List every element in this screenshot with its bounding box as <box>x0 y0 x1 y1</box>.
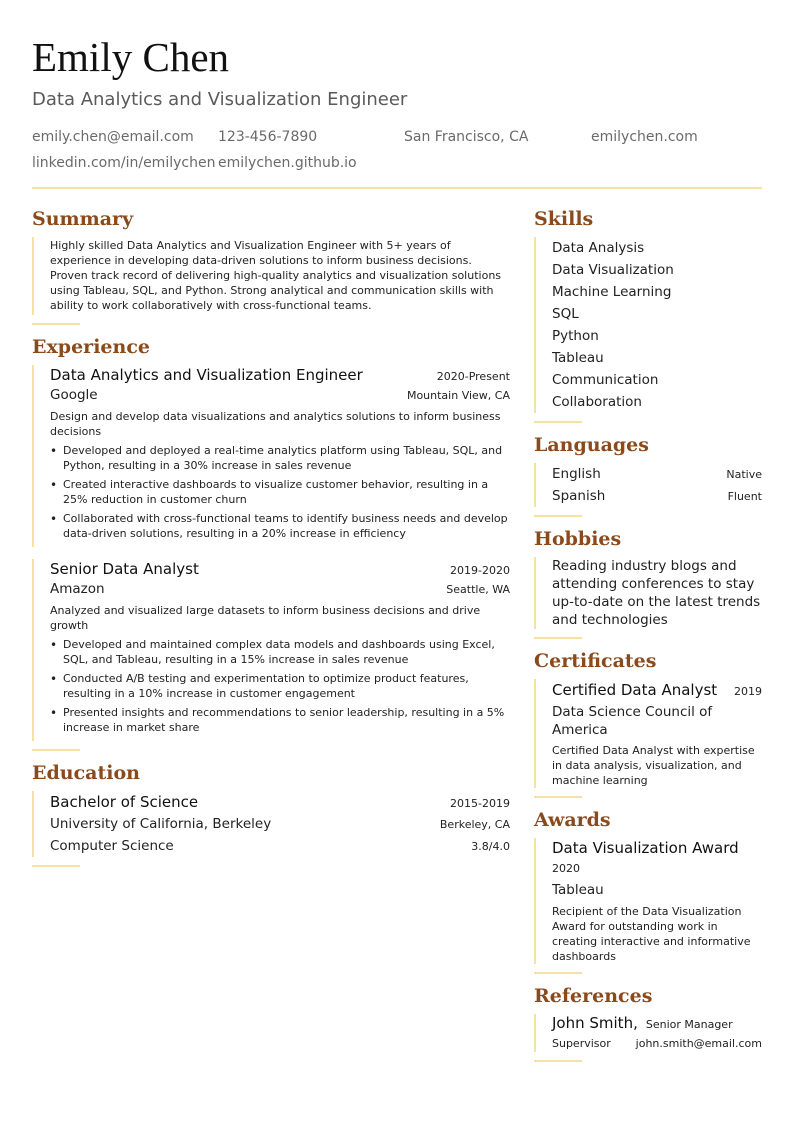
skills-section <box>534 207 762 423</box>
job-description: Design and develop data visualizations and analytics solutions to inform business decisions <box>50 410 501 438</box>
reference-email[interactable]: john.smith@email.com <box>635 1037 762 1050</box>
education-school: University of California, Berkeley <box>50 816 272 832</box>
certificate-year: 2019 <box>734 685 762 698</box>
award-issuer: Tableau <box>552 882 604 898</box>
section-end-rule <box>534 637 582 639</box>
skill-item: Collaboration <box>552 394 642 410</box>
side-column <box>534 207 762 1072</box>
section-end-rule <box>534 972 582 974</box>
certificates-heading: Certificates <box>534 650 657 672</box>
skill-item: Machine Learning <box>552 284 672 300</box>
job-entry <box>32 559 510 741</box>
section-end-rule <box>534 515 582 517</box>
summary-heading: Summary <box>32 208 134 230</box>
skill-item: SQL <box>552 306 579 322</box>
job-achievements <box>50 637 510 735</box>
achievement-item: • Presented insights and recommendations to senior leadership, resulting in a 5% increase in market share <box>50 705 510 735</box>
achievement-item: • Developed and deployed a real-time analytics platform using Tableau, SQL, and Python, resulting in a 30% increase in sales revenue <box>50 443 510 473</box>
achievement-item: • Collaborated with cross-functional teams to identify business needs and develop data-driven solutions, resulting in a 20% increase in efficiency <box>50 511 510 541</box>
award-name: Data Visualization Award <box>552 839 739 857</box>
education-gpa: 3.8/4.0 <box>471 840 510 853</box>
job-title: Senior Data Analyst <box>50 560 199 578</box>
skill-item: Python <box>552 328 599 344</box>
job-company: Amazon <box>50 581 105 597</box>
job-achievements <box>50 443 510 541</box>
job-header <box>50 365 510 385</box>
education-degree: Bachelor of Science <box>50 793 199 811</box>
skill-item: Tableau <box>552 350 604 366</box>
language-name: Spanish <box>552 488 606 504</box>
job-location: Mountain View, CA <box>406 389 510 402</box>
contact-location: San Francisco, CA <box>404 129 529 145</box>
contact-phone[interactable]: 123-456-7890 <box>218 129 318 145</box>
achievement-item: • Developed and maintained complex data models and dashboards using Excel, SQL, and Tableau, resulting in a 15% increase in sales revenue <box>50 637 510 667</box>
section-end-rule <box>32 865 80 867</box>
hobbies-heading: Hobbies <box>534 528 622 550</box>
summary-block <box>32 237 510 315</box>
hobby-text: Reading industry blogs and attending conferences to stay up-to-date on the latest trends and technologies <box>552 558 761 628</box>
job-company: Google <box>50 387 98 403</box>
achievement-item: • Conducted A/B testing and experimentation to optimize product features, resulting in a 10% increase in customer engagement <box>50 671 510 701</box>
job-entry <box>32 365 510 547</box>
references-section <box>534 984 762 1062</box>
contact-github[interactable]: emilychen.github.io <box>218 155 357 171</box>
certificates-section <box>534 649 762 798</box>
job-header <box>50 559 510 579</box>
certificate-description: Certified Data Analyst with expertise in data analysis, visualization, and machine learning <box>552 744 755 787</box>
main-column <box>32 207 510 877</box>
job-title: Data Analytics and Visualization Engineer <box>50 366 363 384</box>
job-company-row <box>50 385 510 405</box>
education-field: Computer Science <box>50 838 174 854</box>
skill-item: Communication <box>552 372 659 388</box>
education-heading: Education <box>32 762 140 784</box>
references-heading: References <box>534 985 653 1007</box>
job-location: Seattle, WA <box>446 583 510 596</box>
section-end-rule <box>534 421 582 423</box>
languages-list <box>534 463 762 507</box>
languages-heading: Languages <box>534 434 649 456</box>
certificate-header <box>552 679 762 701</box>
contact-info <box>32 129 762 173</box>
language-level: Fluent <box>727 490 762 503</box>
languages-section <box>534 433 762 517</box>
skills-heading: Skills <box>534 208 594 230</box>
job-company-row <box>50 579 510 599</box>
language-level: Native <box>726 468 762 481</box>
awards-section <box>534 808 762 974</box>
certificate-entry <box>534 679 762 788</box>
reference-name: John Smith, <box>552 1014 638 1032</box>
hobbies-block <box>534 557 762 629</box>
section-end-rule <box>534 1060 582 1062</box>
job-dates: 2020-Present <box>436 370 510 383</box>
contact-linkedin[interactable]: linkedin.com/in/emilychen <box>32 155 216 171</box>
candidate-role: Data Analytics and Visualization Engineer <box>32 89 408 110</box>
candidate-name: Emily Chen <box>32 34 230 80</box>
resume-header <box>32 34 762 111</box>
experience-heading: Experience <box>32 336 150 358</box>
language-name: English <box>552 466 601 482</box>
education-school-row <box>50 813 510 835</box>
summary-text: Highly skilled Data Analytics and Visualization Engineer with 5+ years of experience in developing data-driven solutions to inform business decisions. Proven track record of delivering high-quality analytics and visualization solutions using Tableau, SQL, and Python. Strong analytical and communication skills with ability to work collaboratively with cross-functional teams. <box>50 239 502 312</box>
reference-position: Senior Manager <box>645 1018 733 1031</box>
header-divider <box>32 187 762 189</box>
skill-item: Data Visualization <box>552 262 674 278</box>
skill-item: Data Analysis <box>552 240 645 256</box>
certificate-issuer: Data Science Council of America <box>552 704 713 738</box>
contact-email[interactable]: emily.chen@email.com <box>32 129 194 145</box>
experience-section <box>32 335 510 751</box>
reference-details <box>552 1036 762 1052</box>
reference-entry <box>534 1014 762 1052</box>
hobbies-section <box>534 527 762 639</box>
certificate-name: Certified Data Analyst <box>552 681 718 699</box>
contact-website[interactable]: emilychen.com <box>591 129 698 145</box>
job-description: Analyzed and visualized large datasets to inform business decisions and drive growth <box>50 604 481 632</box>
education-section <box>32 761 510 867</box>
section-end-rule <box>534 796 582 798</box>
award-entry <box>534 838 762 964</box>
reference-role: Supervisor <box>552 1037 611 1050</box>
award-year: 2020 <box>552 862 580 875</box>
language-item <box>552 463 762 485</box>
education-entry <box>32 791 510 857</box>
education-field-row <box>50 835 510 857</box>
education-header <box>50 791 510 813</box>
award-description: Recipient of the Data Visualization Award for outstanding work in creating interactive and informative dashboards <box>552 905 751 963</box>
job-dates: 2019-2020 <box>450 564 510 577</box>
education-location: Berkeley, CA <box>439 818 510 831</box>
language-item <box>552 485 762 507</box>
awards-heading: Awards <box>534 809 611 831</box>
section-end-rule <box>32 323 80 325</box>
section-end-rule <box>32 749 80 751</box>
skills-list <box>534 237 762 413</box>
summary-section <box>32 207 510 325</box>
reference-header <box>552 1014 762 1032</box>
achievement-item: • Created interactive dashboards to visualize customer behavior, resulting in a 25% reduction in customer churn <box>50 477 510 507</box>
education-dates: 2015-2019 <box>450 797 510 810</box>
